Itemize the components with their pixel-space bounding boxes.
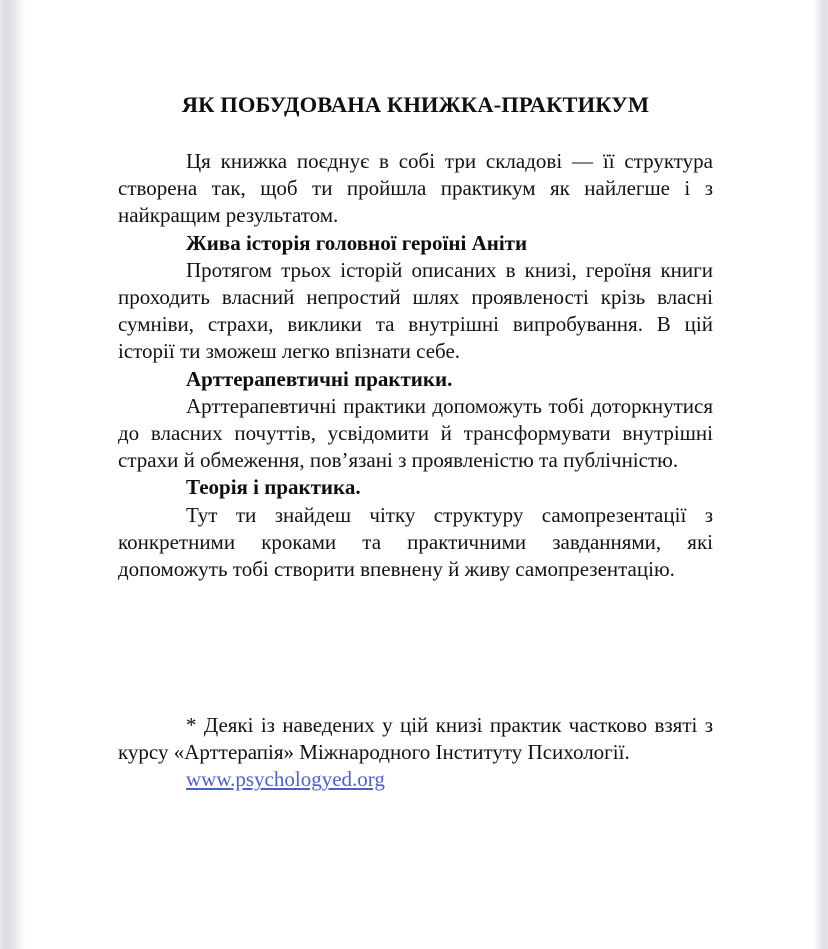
- section-heading-1: Жива історія головної героїні Аніти: [186, 230, 528, 255]
- page-left-edge-shadow: [0, 0, 26, 949]
- section-body-2: Арттерапевтичні практики допоможуть тобі доторкнутися до власних почуттів, усвідомити й трансформувати внутрішні страхи й обмеження, пов’язані з проявленістю та публічністю.: [118, 393, 713, 473]
- section-body-3: Тут ти знайдеш чітку структуру самопрезентації з конкретними кроками та практичними завданнями, які допоможуть тобі створити впевнену й живу самопрезентацію.: [118, 502, 713, 582]
- page-title: ЯК ПОБУДОВАНА КНИЖКА-ПРАКТИКУМ: [181, 92, 650, 117]
- document-page: [26, 0, 814, 949]
- document-body: [118, 148, 713, 583]
- footnote-block: [118, 712, 713, 796]
- footnote-link-line: [118, 766, 713, 795]
- website-link[interactable]: www.psychologyed.org: [186, 767, 385, 792]
- section-body-1: Протягом трьох історій описаних в книзі, героїня книги проходить власний непростий шлях проявленості крізь власні сумніви, страхи, виклики та внутрішні випробування. В цій історії ти зможеш легко впізнати себе.: [118, 257, 713, 364]
- section-heading-2: Арттерапевтичні практики.: [186, 366, 453, 391]
- page-right-edge-shadow: [814, 0, 828, 949]
- section-heading-3: Теорія і практика.: [186, 475, 361, 500]
- footnote-text: * Деякі із наведених у цій книзі практик частково взяті з курсу «Арттерапія» Міжнародного Інституту Психології.: [118, 713, 713, 765]
- intro-paragraph: Ця книжка поєднує в собі три складові — її структура створена так, щоб ти пройшла практикум як найлегше і з найкращим результатом.: [118, 149, 713, 228]
